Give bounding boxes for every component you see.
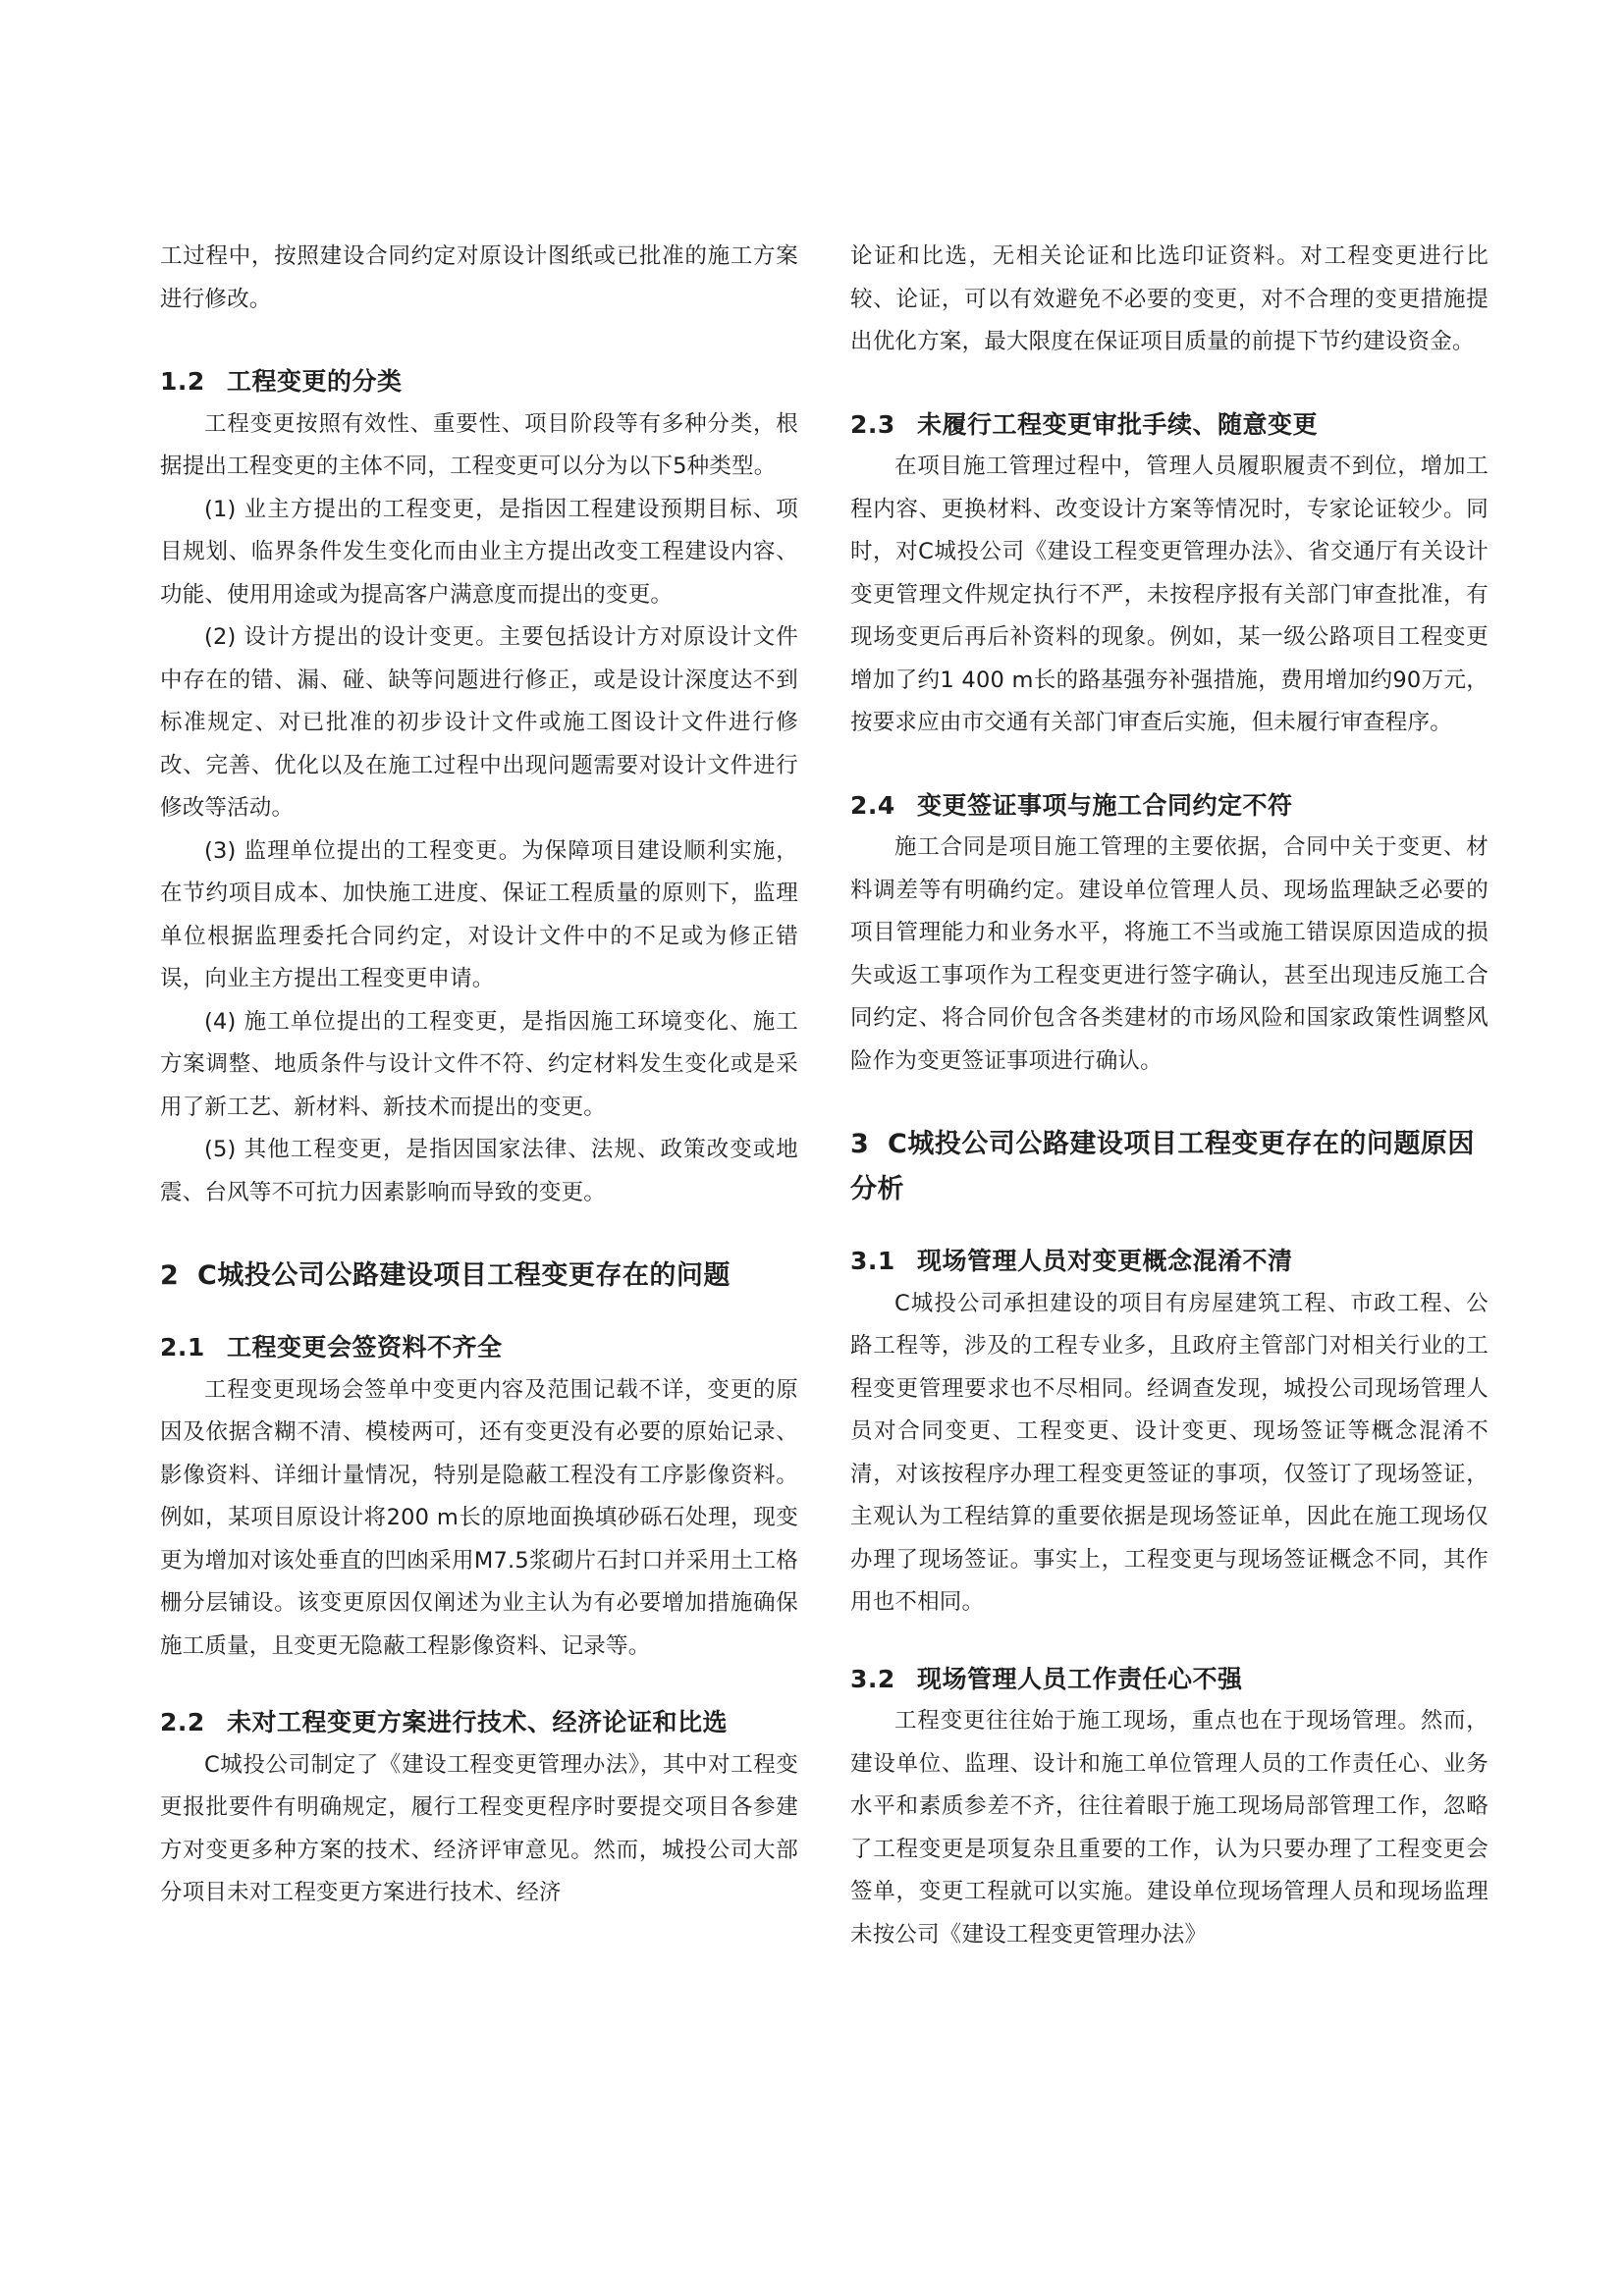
right-column [850,236,1489,1956]
section-2-1-heading [160,1326,798,1369]
section-number: 1.2 [160,367,205,396]
list-item: (4) 施工单位提出的工程变更，是指因施工环境变化、施工方案调整、地质条件与设计文件不符、约定材料发生变化或是采用了新工艺、新材料、新技术而提出的变更。 [160,1008,798,1120]
section-number: 2.3 [850,409,895,439]
section-title: 现场管理人员工作责任心不强 [917,1664,1243,1693]
section-number: 3 [850,1129,870,1159]
section-number: 3.2 [850,1664,895,1693]
section-title: 变更签证事项与施工合同约定不符 [917,790,1293,820]
left-column [160,236,798,1915]
section-number: 3.1 [850,1247,895,1275]
section-3-heading [850,1122,1489,1212]
section-title: C城投公司公路建设项目工程变更存在的问题 [197,1260,731,1291]
list-item: (2) 设计方提出的设计变更。主要包括设计方对原设计文件中存在的错、漏、碰、缺等问题进行修正，或是设计深度达不到标准规定、对已批准的初步设计文件或施工图设计文件进行修改、完善、优化以及在施工过程中出现问题需要对设计文件进行修改等活动。 [160,624,798,821]
section-3-1-heading [850,1240,1489,1283]
section-2-2-heading [160,1701,798,1744]
paragraph: 工程变更按照有效性、重要性、项目阶段等有多种分类，根据提出工程变更的主体不同，工程变更可以分为以下5种类型。 [160,410,798,479]
section-2-4-heading [850,784,1489,828]
section-number: 2 [160,1260,180,1291]
section-number: 2.1 [160,1333,205,1362]
paragraph: 工程变更现场会签单中变更内容及范围记载不详，变更的原因及依据含糊不清、模棱两可，还有变更没有必要的原始记录、影像资料、详细计量情况，特别是隐蔽工程没有工序影像资料。例如，某项目原设计将200 m长的原地面换填砂砾石处理，现变更为增加对该处垂直的凹凼采用M7.5浆砌片石封口并采用土工格栅分层铺设。该变更原因仅阐述为业主认为有必要增加措施确保施工质量，且变更无隐蔽工程影像资料、记录等。 [160,1376,798,1659]
paragraph: 在项目施工管理过程中，管理人员履职履责不到位，增加工程内容、更换材料、改变设计方案等情况时，专家论证较少。同时，对C城投公司《建设工程变更管理办法》、省交通厅有关设计变更管理文件规定执行不严，未按程序报有关部门审查批准，有现场变更后再后补资料的现象。例如，某一级公路项目工程变更增加了约1 400 m长的路基强夯补强措施，费用增加约90万元，按要求应由市交通有关部门审查后实施，但未履行审查程序。 [850,454,1489,735]
paragraph: C城投公司制定了《建设工程变更管理办法》，其中对工程变更报批要件有明确规定，履行工程变更程序时要提交项目各参建方对变更多种方案的技术、经济评审意见。然而，城投公司大部分项目未对工程变更方案进行技术、经济 [160,1751,798,1905]
section-title: C城投公司公路建设项目工程变更存在的问题原因分析 [850,1129,1475,1204]
intro-continuation-paragraph: 工过程中，按照建设合同约定对原设计图纸或已批准的施工方案进行修改。 [160,243,798,312]
section-2-heading [160,1254,798,1299]
continuation-paragraph: 论证和比选，无相关论证和比选印证资料。对工程变更进行比较、论证，可以有效避免不必要的变更，对不合理的变更措施提出优化方案，最大限度在保证项目质量的前提下节约建设资金。 [850,243,1489,354]
paragraph: 施工合同是项目施工管理的主要依据，合同中关于变更、材料调差等有明确约定。建设单位管理人员、现场监理缺乏必要的项目管理能力和业务水平，将施工不当或施工错误原因造成的损失或返工事项作为工程变更进行签字确认，甚至出现违反施工合同约定、将合同价包含各类建材的市场风险和国家政策性调整风险作为变更签证事项进行确认。 [850,834,1489,1074]
section-title: 工程变更的分类 [227,367,403,396]
section-3-2-heading [850,1658,1489,1701]
paragraph: 工程变更往往始于施工现场，重点也在于现场管理。然而，建设单位、监理、设计和施工单位管理人员的工作责任心、业务水平和素质参差不齐，往往着眼于施工现场局部管理工作，忽略了工程变更是项复杂且重要的工作，认为只要办理了工程变更会签单，变更工程就可以实施。建设单位现场管理人员和现场监理未按公司《建设工程变更管理办法》 [850,1708,1489,1948]
list-item: (5) 其他工程变更，是指因国家法律、法规、政策改变或地震、台风等不可抗力因素影响而导致的变更。 [160,1137,798,1205]
section-title: 现场管理人员对变更概念混淆不清 [917,1247,1293,1275]
section-1-2-heading [160,360,798,403]
section-2-3-heading [850,403,1489,447]
section-title: 未对工程变更方案进行技术、经济论证和比选 [227,1708,729,1736]
list-item: (1) 业主方提出的工程变更，是指因工程建设预期目标、项目规划、临界条件发生变化而由业主方提出改变工程建设内容、功能、使用用途或为提高客户满意度而提出的变更。 [160,496,798,608]
list-item: (3) 监理单位提出的工程变更。为保障项目建设顺利实施，在节约项目成本、加快施工进度、保证工程质量的原则下，监理单位根据监理委托合同约定，对设计文件中的不足或为修正错误，向业主方提出工程变更申请。 [160,837,798,991]
section-title: 工程变更会签资料不齐全 [227,1333,503,1362]
section-title: 未履行工程变更审批手续、随意变更 [917,409,1319,439]
section-number: 2.4 [850,790,895,820]
paragraph: C城投公司承担建设的项目有房屋建筑工程、市政工程、公路工程等，涉及的工程专业多，且政府主管部门对相关行业的工程变更管理要求也不尽相同。经调查发现，城投公司现场管理人员对合同变更、工程变更、设计变更、现场签证等概念混淆不清，对该按程序办理工程变更签证的事项，仅签订了现场签证，主观认为工程结算的重要依据是现场签证单，因此在施工现场仅办理了现场签证。事实上，工程变更与现场签证概念不同，其作用也不相同。 [850,1290,1489,1615]
section-number: 2.2 [160,1708,205,1736]
